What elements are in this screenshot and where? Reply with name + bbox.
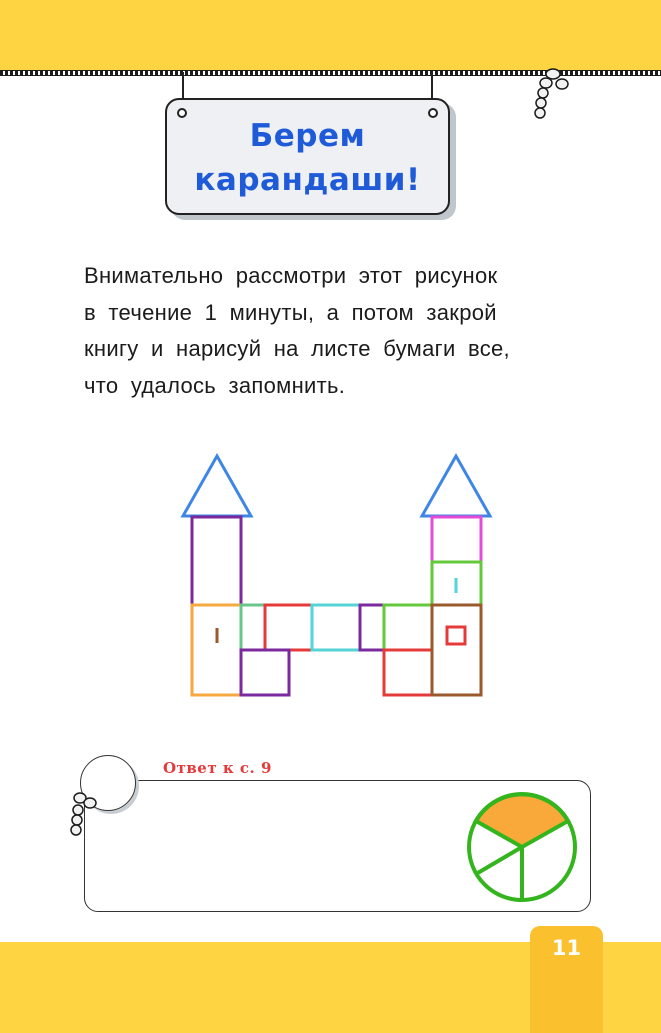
page-number-tab — [530, 926, 603, 1033]
left-base — [192, 605, 241, 695]
instructions-line: книгу и нарисуй на листе бумаги все, — [84, 336, 510, 361]
instructions-line: что удалось запомнить. — [84, 372, 346, 398]
answer-box — [84, 780, 591, 912]
wall-red-segment — [265, 605, 312, 650]
instructions-line: Внимательно рассмотри этот рисунок — [84, 263, 498, 288]
left-tower-roof — [183, 456, 251, 516]
bottom-red-block — [384, 650, 432, 695]
title-line-1: Берем — [249, 118, 366, 154]
answer-label: Ответ к с. 9 — [163, 759, 272, 777]
instructions-line: в течение 1 минуты, а потом закрой — [84, 299, 497, 325]
wall-cyan-block — [312, 605, 360, 650]
wall-purple-segment — [360, 605, 384, 650]
page-number: 11 — [551, 936, 582, 960]
right-tower-top — [432, 517, 481, 562]
right-base — [432, 605, 481, 695]
title-line-2: карандаши! — [194, 162, 421, 198]
small-green-block — [241, 605, 265, 650]
bottom-purple-block — [241, 650, 289, 695]
right-square-window — [447, 627, 465, 644]
left-tower — [192, 517, 241, 605]
right-tower-roof — [422, 456, 490, 516]
answer-circle — [80, 755, 136, 811]
wall-green-block — [384, 605, 432, 650]
